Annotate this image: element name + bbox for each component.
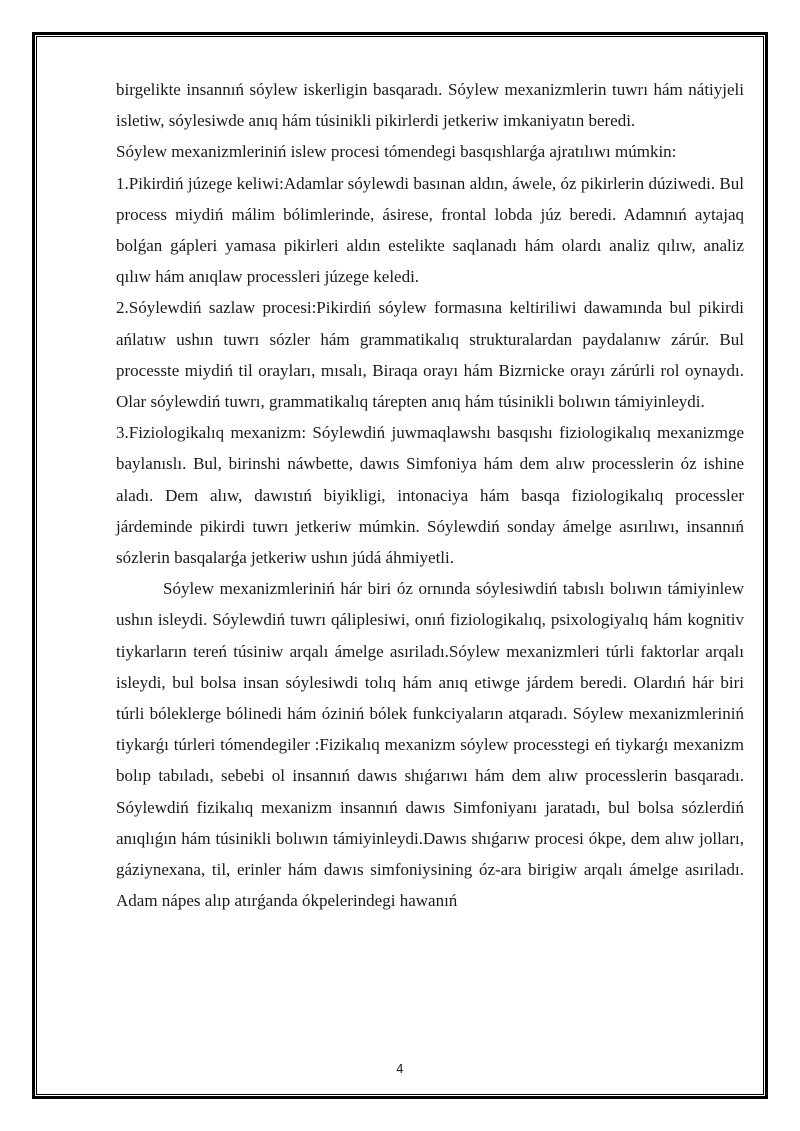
page-number: 4 (396, 1062, 404, 1076)
paragraph-continuation: birgelikte insannıń sóylew iskerligin basqaradı. Sóylew mexanizmlerin tuwrı hám nátiyjeli isletiw, sóylesiwde anıq hám túsinikli pikirlerdi jetkeriw imkaniyatın beredi. (116, 80, 744, 131)
paragraph-mechanisms-summary: Sóylew mexanizmleriniń hár biri óz ornında sóylesiwdiń tabıslı bolıwın támiyinlew ushın isleydi. Sóylewdiń tuwrı qáliplesiwi, onıń fiziologikalıq, psixologiyalıq hám kognitiv tiykarların tereń túsiniw arqalı ámelge asıriladı.Sóylew mexanizmleri túrli faktorlar arqalı isleydi, bul bolsa insan sóylesiwdi tolıq hám anıq etiwge járdem beredi. Olardıń hár biri túrli bóleklerge bólinedi hám óziniń bólek funkciyaların atqaradı. Sóylew mexanizmleriniń tiykarǵı túrleri tómendegiler :Fizikalıq mexanizm sóylew processtegi eń tiykarǵı mexanizm bolıp tabıladı, sebebi ol insannıń dawıs shıǵarıwı hám dem alıw processlerin basqaradı. Sóylewdiń fizikalıq mexanizm insannıń dawıs Simfoniyanı jaratadı, bul bolsa sózlerdiń anıqlıǵın hám túsinikli bolıwın támiyinleydi.Dawıs shıǵarıw procesi ókpe, dem alıw jolları, gáziynexana, til, erinler hám dawıs simfoniysining óz-ara birigiw arqalı ámelge asıriladı. Adam nápes alıp atırǵanda ókpelerindegi hawanıń (116, 579, 744, 911)
paragraph-intro-stages: Sóylew mexanizmleriniń islew procesi tómendegi basqıshlarǵa ajratılıwı múmkin: (116, 142, 677, 162)
paragraph-stage-2: 2.Sóylewdiń sazlaw procesi:Pikirdiń sóylew formasına keltiriliwi dawamında bul pikirdi ańlatıw ushın tuwrı sózler hám grammatikalıq strukturalardan paydalanıw zárúr. Bul processte miydiń til orayları, mısalı, Biraqa orayı hám Bizrnicke orayı zárúrli rol oynaydı. Olar sóylewdiń tuwrı, grammatikalıq tárepten anıq hám túsinikli bolıwın támiyinleydi. (116, 298, 744, 412)
paragraph-stage-1: 1.Pikirdiń júzege keliwi:Adamlar sóylewdi basınan aldın, áwele, óz pikirlerin dúziwedi. Bul process miydiń málim bólimlerinde, ásirese, frontal lobda júz beredi. Adamnıń aytajaq bolǵan gápleri yamasa pikirleri aldın estelikte saqlanadı hám olardı analiz qılıw, analiz qılıw hám anıqlaw processleri júzege keledi. (116, 173, 744, 287)
document-body (116, 74, 744, 916)
paragraph-stage-3: 3.Fiziologikalıq mexanizm: Sóylewdiń juwmaqlawshı basqıshı fiziologikalıq mexanizmge baylanıslı. Bul, birinshi náwbette, dawıs Simfoniya hám dem alıw processlerin óz ishine aladı. Dem alıw, dawıstıń biyikligi, intonaciya hám basqa fiziologikalıq processler járdeminde pikirdi tuwrı jetkeriw múmkin. Sóylewdiń sonday ámelge asırılıwı, insannıń sózlerin basqalarǵa jetkeriw ushın júdá áhmiyetli. (116, 423, 744, 568)
